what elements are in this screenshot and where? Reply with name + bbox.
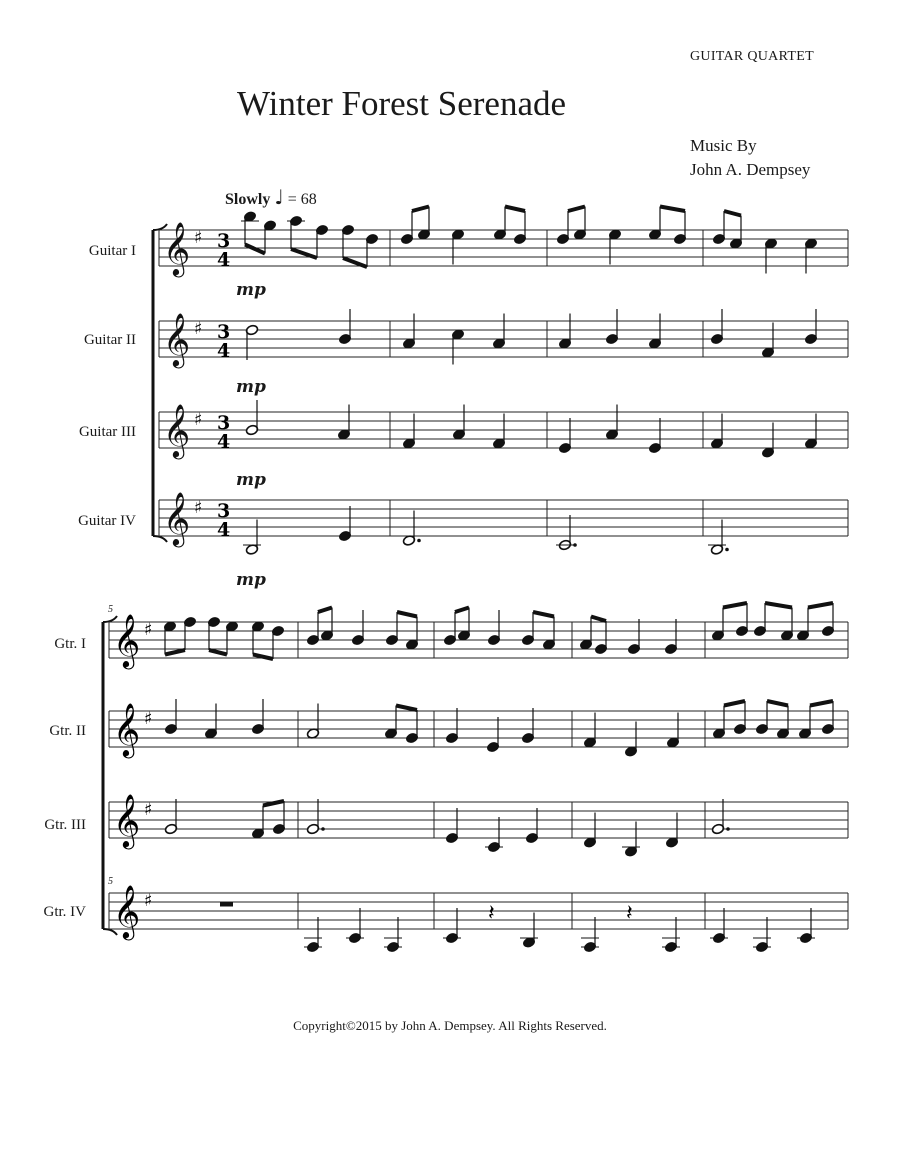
score-title: Winter Forest Serenade (237, 84, 567, 123)
treble-clef-icon: 𝄞 (113, 702, 141, 756)
time-signature-denominator: 4 (217, 519, 231, 541)
beam (505, 207, 525, 212)
quarter-note-icon: ♩ (274, 185, 284, 209)
measure-number: 5 (108, 876, 113, 887)
genre-label: GUITAR QUARTET (690, 49, 814, 64)
sharp-icon: ♯ (144, 800, 153, 820)
sharp-icon: ♯ (144, 891, 153, 911)
beam (724, 701, 745, 706)
sharp-icon: ♯ (194, 410, 203, 430)
whole-rest-icon (220, 902, 233, 907)
time-signature-denominator: 4 (217, 340, 231, 362)
dot (725, 548, 729, 552)
dynamic-mp: mp (236, 280, 266, 300)
instrument-label-guitar-1: Guitar I (88, 243, 136, 259)
instrument-label-gtr-4: Gtr. IV (43, 904, 86, 920)
sharp-icon: ♯ (144, 709, 153, 729)
instrument-label-gtr-1: Gtr. I (54, 636, 86, 652)
music-by-label: Music By (690, 136, 757, 155)
sharp-icon: ♯ (144, 620, 153, 640)
dynamic-mp: mp (236, 470, 266, 490)
treble-clef-icon: 𝄞 (163, 221, 191, 275)
measure-number: 5 (108, 604, 113, 615)
beam (591, 617, 606, 622)
beam (245, 245, 265, 254)
beam (724, 211, 741, 216)
dot (726, 827, 730, 831)
treble-clef-icon: 𝄞 (163, 403, 191, 457)
beam (810, 701, 833, 706)
metronome-mark: = 68 (287, 191, 317, 208)
beam (165, 650, 185, 655)
beam (533, 612, 554, 617)
treble-clef-icon: 𝄞 (113, 613, 141, 667)
beam (767, 701, 788, 706)
beam (397, 612, 417, 617)
beam (723, 603, 747, 608)
beam (455, 608, 469, 613)
instrument-label-guitar-3: Guitar III (78, 424, 136, 440)
time-signature-numerator: 3 (217, 412, 231, 434)
beam (318, 608, 332, 613)
time-signature-numerator: 3 (217, 230, 231, 252)
beam (660, 207, 685, 212)
time-signature-denominator: 4 (217, 249, 231, 271)
quarter-rest-icon: 𝄽 (488, 901, 495, 926)
dot (417, 539, 421, 543)
instrument-label-gtr-2: Gtr. II (49, 723, 86, 739)
dot (321, 827, 325, 831)
beam (765, 603, 792, 608)
instrument-label-guitar-2: Guitar II (83, 332, 136, 348)
treble-clef-icon: 𝄞 (113, 884, 141, 938)
tempo-text: Slowly (225, 191, 271, 208)
treble-clef-icon: 𝄞 (163, 312, 191, 366)
time-signature-numerator: 3 (217, 321, 231, 343)
copyright-notice: Copyright©2015 by John A. Dempsey. All Rights Reserved. (293, 1018, 607, 1033)
instrument-label-gtr-3: Gtr. III (44, 817, 86, 833)
beam (808, 603, 833, 608)
time-signature-numerator: 3 (217, 500, 231, 522)
time-signature-denominator: 4 (217, 431, 231, 453)
sharp-icon: ♯ (194, 498, 203, 518)
dynamic-mp: mp (236, 377, 266, 397)
beam (209, 650, 227, 655)
beam (396, 706, 417, 711)
sharp-icon: ♯ (194, 319, 203, 339)
composer-name: John A. Dempsey (690, 160, 811, 179)
sharp-icon: ♯ (194, 228, 203, 248)
treble-clef-icon: 𝄞 (113, 793, 141, 847)
beam (412, 207, 429, 212)
dynamic-mp: mp (236, 570, 266, 590)
beam (568, 207, 585, 212)
instrument-label-guitar-4: Guitar IV (78, 513, 136, 529)
quarter-rest-icon: 𝄽 (626, 901, 633, 926)
treble-clef-icon: 𝄞 (163, 491, 191, 545)
